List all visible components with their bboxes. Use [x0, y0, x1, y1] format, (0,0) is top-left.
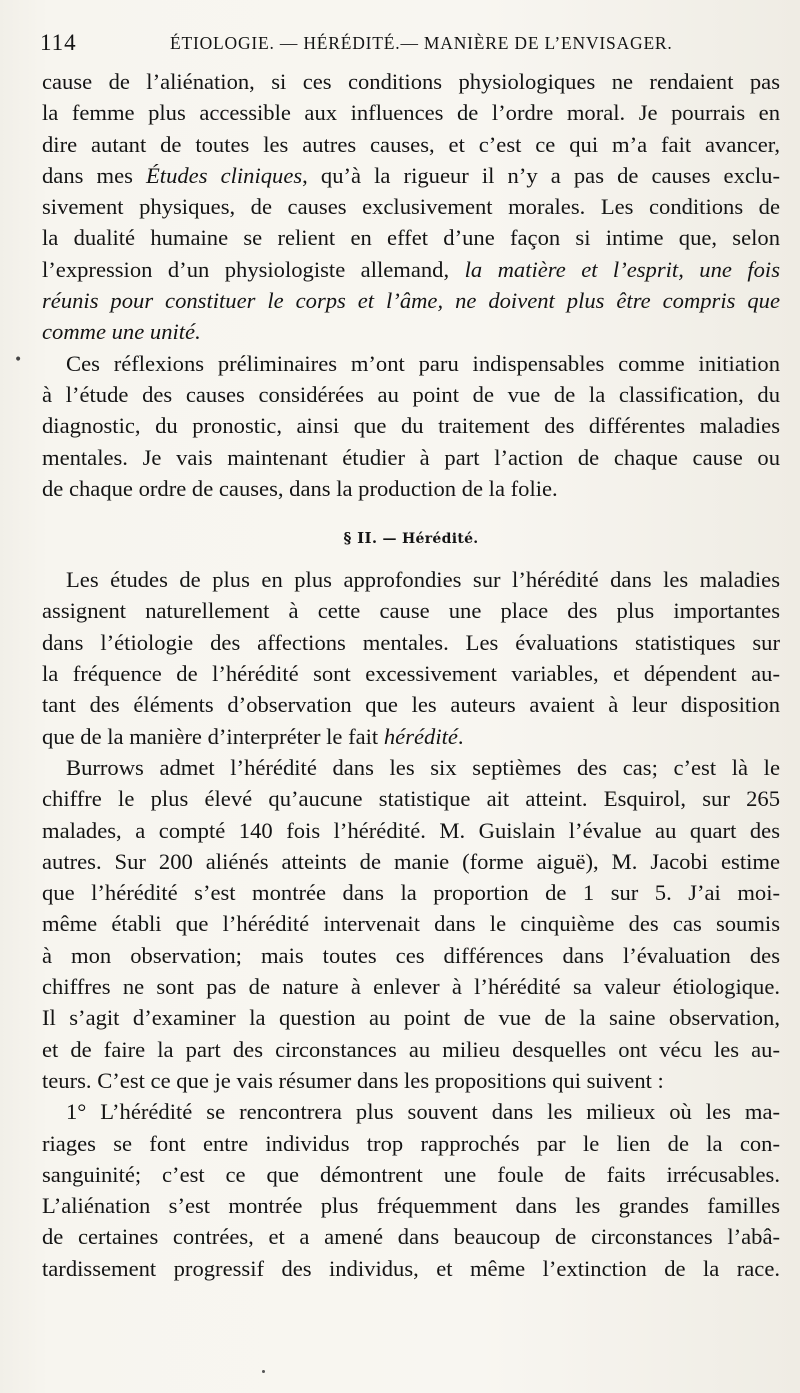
- text-line: que l’hérédité s’est montrée dans la proportion de 1 sur 5. J’ai moi-: [42, 880, 780, 906]
- text-line: de chaque ordre de causes, dans la production de la folie.: [42, 475, 558, 501]
- margin-mark: •: [14, 352, 23, 368]
- paragraph-4: [42, 752, 780, 1096]
- quotation-italic: réunis pour constituer le corps et l’âme,: [42, 288, 444, 314]
- text-line: Les études de plus en plus approfondies sur l’hérédité dans les maladies: [66, 567, 780, 593]
- text-line: la fréquence de l’hérédité sont excessivement variables, et dépendent au-: [42, 661, 780, 687]
- text-line: chiffre le plus élevé qu’aucune statistique ait atteint. Esquirol, sur 265: [42, 786, 780, 812]
- running-title: ÉTIOLOGIE. — HÉRÉDITÉ.— MANIÈRE DE L’ENVISAGER.: [170, 33, 673, 53]
- text-line: sivement physiques, de causes exclusivement morales. Les conditions de: [42, 194, 780, 220]
- text-run: .: [457, 723, 464, 749]
- text-line: [42, 160, 780, 191]
- text-line: tant des éléments d’observation que les auteurs avaient à leur disposition: [42, 692, 780, 718]
- text-line: [42, 316, 780, 347]
- paragraph-2: [42, 348, 780, 504]
- text-line: Ces réflexions préliminaires m’ont paru indispensables comme initiation: [66, 350, 780, 376]
- text-line: mentales. Je vais maintenant étudier à part l’action de chaque cause ou: [42, 444, 780, 470]
- text-line: [42, 721, 780, 752]
- text-line: dans l’étiologie des affections mentales. Les évaluations statistiques sur: [42, 629, 780, 655]
- body-text: [42, 66, 780, 1284]
- text-run: que de la manière d’interpréter le fait: [42, 723, 384, 749]
- text-line: Il s’agit d’examiner la question au point de vue de la saine observation,: [42, 1005, 780, 1031]
- text-line: chiffres ne sont pas de nature à enlever à l’hérédité sa valeur étiologique.: [42, 974, 780, 1000]
- paragraph-5: [42, 1096, 780, 1284]
- print-speck: [262, 1370, 265, 1373]
- text-line: 1° L’hérédité se rencontrera plus souvent dans les milieux où les ma-: [66, 1099, 780, 1125]
- section-heading: [42, 504, 780, 564]
- text-line: riages se font entre individus trop rapprochés par le lien de la con-: [42, 1130, 780, 1156]
- text-line: Burrows admet l’hérédité dans les six septièmes des cas; c’est là le: [66, 754, 780, 780]
- text-line: tardissement progressif des individus, et même l’extinction de la race.: [42, 1255, 780, 1281]
- quotation-italic: la matière et l’esprit, une fois: [464, 256, 780, 282]
- text-line: à l’étude des causes considérées au point de vue de la classification, du: [42, 381, 780, 407]
- paragraph-1: [42, 66, 780, 348]
- text-line: la femme plus accessible aux influences de l’ordre moral. Je pourrais en: [42, 100, 780, 126]
- text-line: la dualité humaine se relient en effet d’une façon si intime que, selon: [42, 225, 780, 251]
- text-line: [42, 285, 780, 316]
- section-title: Hérédité.: [402, 531, 479, 548]
- text-line: à mon observation; mais toutes ces différences dans l’évaluation des: [42, 942, 780, 968]
- text-line: [42, 254, 780, 285]
- page-number: 114: [40, 30, 77, 55]
- quotation-italic: comme une unité.: [42, 319, 201, 345]
- text-line: dire autant de toutes les autres causes, et c’est ce qui m’a fait avancer,: [42, 131, 780, 157]
- text-run: l’expression d’un physiologiste allemand,: [42, 256, 465, 282]
- text-line: malades, a compté 140 fois l’hérédité. M. Guislain l’évalue au quart des: [42, 817, 780, 843]
- text-run: , qu’à la rigueur il n’y a pas de causes exclu-: [302, 162, 781, 188]
- term-italic: hérédité: [383, 723, 458, 749]
- text-line: L’aliénation s’est montrée plus fréquemment dans les grandes familles: [42, 1193, 780, 1219]
- paragraph-3: [42, 564, 780, 752]
- text-line: autres. Sur 200 aliénés atteints de manie (forme aiguë), M. Jacobi estime: [42, 848, 780, 874]
- section-number: § II.: [343, 529, 378, 548]
- text-line: et de faire la part des circonstances au milieu desquelles ont vécu les au-: [42, 1036, 780, 1062]
- quotation-italic: ne doivent plus être compris que: [455, 288, 780, 314]
- text-line: teurs. C’est ce que je vais résumer dans les propositions qui suivent :: [42, 1067, 664, 1093]
- text-line: même établi que l’hérédité intervenait dans le cinquième des cas soumis: [42, 911, 780, 937]
- book-title-italic: Études cliniques: [146, 162, 303, 188]
- text-line: assignent naturellement à cette cause une place des plus importantes: [42, 598, 780, 624]
- text-line: cause de l’aliénation, si ces conditions physiologiques ne rendaient pas: [42, 69, 780, 94]
- section-dash: —: [377, 531, 402, 548]
- text-run: dans mes: [42, 162, 146, 188]
- text-line: diagnostic, du pronostic, ainsi que du traitement des différentes maladies: [42, 413, 780, 439]
- text-line: sanguinité; c’est ce que démontrent une foule de faits irrécusables.: [42, 1161, 780, 1187]
- text-run: [443, 288, 455, 313]
- text-line: de certaines contrées, et a amené dans beaucoup de circonstances l’abâ-: [42, 1224, 780, 1250]
- running-header: [40, 30, 780, 60]
